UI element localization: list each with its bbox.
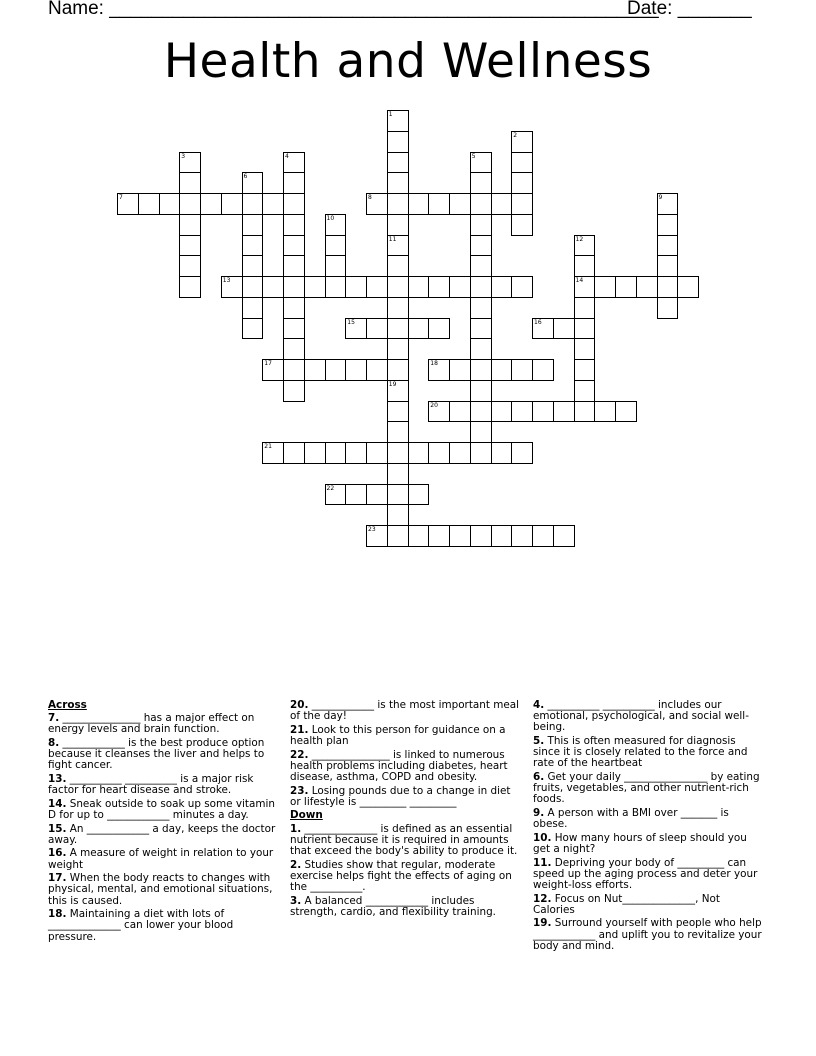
clue-text: __________ __________ includes our emotional, psychological, and social well-being. bbox=[533, 699, 749, 734]
clue-number: 4. bbox=[533, 699, 545, 711]
grid-cell[interactable] bbox=[366, 276, 388, 298]
grid-cell[interactable] bbox=[428, 276, 450, 298]
grid-cell[interactable] bbox=[615, 401, 637, 423]
grid-cell[interactable] bbox=[470, 276, 492, 298]
grid-cell[interactable] bbox=[325, 235, 347, 257]
clue-number: 11. bbox=[533, 856, 552, 869]
clue-text: An ____________ a day, keeps the doctor away. bbox=[48, 822, 276, 846]
clue-number: 18. bbox=[48, 908, 67, 921]
page-title: Health and Wellness bbox=[163, 34, 653, 89]
clue-item bbox=[48, 774, 280, 796]
grid-cell[interactable] bbox=[574, 380, 596, 402]
clue-text: ____________ is the most important meal of the day! bbox=[290, 699, 520, 723]
grid-cell[interactable] bbox=[366, 193, 388, 215]
grid-cell[interactable] bbox=[387, 131, 409, 153]
grid-cell[interactable] bbox=[449, 193, 471, 215]
grid-cell[interactable] bbox=[449, 401, 471, 423]
clue-number: 11 bbox=[388, 235, 397, 243]
clue-item bbox=[290, 860, 522, 894]
clue-number: 20 bbox=[430, 401, 438, 409]
clue-number: 23. bbox=[290, 784, 309, 797]
grid-cell[interactable] bbox=[511, 193, 533, 215]
grid-cell[interactable] bbox=[387, 442, 409, 464]
grid-cell[interactable] bbox=[242, 318, 264, 340]
clue-number: 4 bbox=[285, 152, 289, 160]
grid-cell[interactable] bbox=[366, 359, 388, 381]
grid-cell[interactable] bbox=[283, 359, 305, 381]
clue-item bbox=[48, 799, 280, 821]
grid-cell[interactable] bbox=[366, 525, 388, 547]
grid-cell[interactable] bbox=[387, 525, 409, 547]
grid-cell[interactable] bbox=[574, 276, 596, 298]
grid-cell[interactable] bbox=[470, 421, 492, 443]
grid-cell[interactable] bbox=[553, 401, 575, 423]
date-field[interactable]: Date: _______ bbox=[627, 0, 752, 19]
clue-number: 8 bbox=[368, 194, 372, 201]
grid-cell[interactable] bbox=[325, 214, 347, 236]
grid-cell[interactable] bbox=[408, 318, 430, 340]
grid-cell[interactable] bbox=[574, 297, 596, 319]
clue-item bbox=[290, 725, 522, 747]
grid-cell[interactable] bbox=[283, 442, 305, 464]
grid-cell[interactable] bbox=[428, 401, 450, 423]
grid-cell[interactable] bbox=[532, 318, 554, 340]
grid-cell[interactable] bbox=[574, 401, 596, 423]
clue-item bbox=[533, 833, 765, 855]
clue-item bbox=[290, 700, 522, 722]
grid-cell[interactable] bbox=[304, 442, 326, 464]
grid-cell[interactable] bbox=[408, 525, 430, 547]
grid-cell[interactable] bbox=[325, 442, 347, 464]
grid-cell[interactable] bbox=[491, 193, 513, 215]
clue-item bbox=[48, 909, 280, 943]
clue-number: 5 bbox=[471, 152, 476, 160]
grid-cell[interactable] bbox=[428, 193, 450, 215]
clue-number: 3 bbox=[181, 152, 186, 160]
grid-cell[interactable] bbox=[449, 359, 471, 381]
grid-cell[interactable] bbox=[117, 193, 139, 215]
clue-text: When the body reacts to changes with physical, mental, and emotional situations, this is caused. bbox=[48, 872, 273, 907]
grid-cell[interactable] bbox=[491, 359, 513, 381]
grid-cell[interactable] bbox=[511, 442, 533, 464]
grid-cell[interactable] bbox=[325, 255, 347, 277]
grid-cell[interactable] bbox=[657, 297, 679, 319]
grid-cell[interactable] bbox=[387, 463, 409, 485]
grid-cell[interactable] bbox=[470, 152, 492, 174]
grid-cell[interactable] bbox=[574, 318, 596, 340]
grid-cell[interactable] bbox=[387, 338, 409, 360]
clue-text: Losing pounds due to a change in diet or lifestyle is _________ _________ bbox=[290, 784, 511, 808]
grid-cell[interactable] bbox=[325, 484, 347, 506]
clue-number: 9 bbox=[658, 194, 663, 201]
clue-number: 21. bbox=[290, 723, 309, 736]
clue-number: 12. bbox=[533, 892, 552, 905]
across-heading: Across bbox=[48, 699, 87, 711]
grid-cell[interactable] bbox=[366, 318, 388, 340]
clue-number: 12 bbox=[575, 235, 584, 243]
grid-cell[interactable] bbox=[470, 442, 492, 464]
grid-cell[interactable] bbox=[242, 235, 264, 257]
clue-number: 19 bbox=[388, 380, 397, 388]
clue-number: 23 bbox=[368, 526, 376, 533]
grid-cell[interactable] bbox=[387, 484, 409, 506]
grid-cell[interactable] bbox=[574, 255, 596, 277]
grid-cell[interactable] bbox=[283, 214, 305, 236]
clue-text: How many hours of sleep should you get a night? bbox=[533, 831, 747, 855]
grid-cell[interactable] bbox=[408, 276, 430, 298]
grid-cell[interactable] bbox=[594, 276, 616, 298]
clue-number: 17. bbox=[48, 872, 67, 885]
grid-cell[interactable] bbox=[594, 401, 616, 423]
grid-cell[interactable] bbox=[283, 318, 305, 340]
grid-cell[interactable] bbox=[574, 235, 596, 257]
grid-cell[interactable] bbox=[262, 276, 284, 298]
clue-text: _______________ has a major effect on energy levels and brain function. bbox=[48, 712, 255, 736]
grid-cell[interactable] bbox=[636, 276, 658, 298]
grid-cell[interactable] bbox=[387, 152, 409, 174]
grid-cell[interactable] bbox=[283, 235, 305, 257]
grid-cell[interactable] bbox=[345, 359, 367, 381]
grid-cell[interactable] bbox=[242, 255, 264, 277]
clue-number: 14 bbox=[575, 277, 584, 284]
grid-cell[interactable] bbox=[262, 359, 284, 381]
grid-cell[interactable] bbox=[387, 110, 409, 132]
grid-cell[interactable] bbox=[532, 525, 554, 547]
clue-number: 21 bbox=[264, 443, 272, 450]
grid-cell[interactable] bbox=[470, 172, 492, 194]
clue-number: 22. bbox=[290, 748, 309, 761]
grid-cell[interactable] bbox=[283, 297, 305, 319]
grid-cell[interactable] bbox=[470, 214, 492, 236]
grid-cell[interactable] bbox=[242, 297, 264, 319]
grid-cell[interactable] bbox=[470, 235, 492, 257]
grid-cell[interactable] bbox=[657, 255, 679, 277]
clue-item bbox=[533, 772, 765, 806]
clue-item bbox=[290, 896, 522, 918]
clue-text: Studies show that regular, moderate exercise helps fight the effects of aging on the __________. bbox=[290, 858, 512, 893]
clue-number: 13 bbox=[222, 277, 231, 284]
clue-text: Maintaining a diet with lots of ______________ can lower your blood pressure. bbox=[48, 908, 234, 943]
clue-number: 10. bbox=[533, 831, 552, 844]
grid-cell[interactable] bbox=[387, 255, 409, 277]
clue-number: 13. bbox=[48, 773, 67, 785]
clue-number: 1 bbox=[388, 111, 393, 118]
clue-item bbox=[533, 858, 765, 892]
grid-cell[interactable] bbox=[449, 525, 471, 547]
clue-text: This is often measured for diagnosis since it is closely related to the force and rate of the heartbeat bbox=[533, 735, 748, 770]
grid-cell[interactable] bbox=[159, 193, 181, 215]
clue-item bbox=[533, 736, 765, 770]
clue-number: 7 bbox=[119, 194, 123, 201]
grid-cell[interactable] bbox=[179, 152, 201, 174]
grid-cell[interactable] bbox=[408, 484, 430, 506]
grid-cell[interactable] bbox=[428, 318, 450, 340]
grid-cell[interactable] bbox=[553, 525, 575, 547]
clue-number: 3. bbox=[290, 894, 302, 907]
clue-number: 19. bbox=[533, 917, 552, 930]
grid-cell[interactable] bbox=[366, 442, 388, 464]
grid-cell[interactable] bbox=[657, 193, 679, 215]
grid-cell[interactable] bbox=[387, 193, 409, 215]
grid-cell[interactable] bbox=[304, 276, 326, 298]
clue-text: Get your daily ________________ by eating fruits, vegetables, and other nutrient-rich foods. bbox=[533, 771, 760, 806]
grid-cell[interactable] bbox=[179, 172, 201, 194]
grid-cell[interactable] bbox=[574, 338, 596, 360]
grid-cell[interactable] bbox=[470, 359, 492, 381]
grid-cell[interactable] bbox=[387, 359, 409, 381]
grid-cell[interactable] bbox=[387, 421, 409, 443]
clue-text: ______________ is defined as an essential nutrient because it is required in amounts that exceed the body's ability to produce it. bbox=[290, 822, 518, 857]
clue-text: A person with a BMI over _______ is obese. bbox=[533, 807, 729, 831]
clue-text: ____________ is the best produce option because it cleanses the liver and helps to fight cancer. bbox=[48, 737, 265, 772]
down-heading: Down bbox=[290, 809, 323, 822]
clue-number: 15 bbox=[347, 318, 355, 326]
grid-cell[interactable] bbox=[242, 276, 264, 298]
name-field[interactable]: Name: ____________________________________________________ bbox=[48, 0, 659, 19]
clues-column-2 bbox=[290, 700, 522, 920]
grid-cell[interactable] bbox=[179, 193, 201, 215]
grid-cell[interactable] bbox=[387, 172, 409, 194]
clue-number: 8. bbox=[48, 737, 60, 749]
clue-item bbox=[290, 824, 522, 858]
grid-cell[interactable] bbox=[283, 255, 305, 277]
grid-cell[interactable] bbox=[511, 152, 533, 174]
grid-cell[interactable] bbox=[428, 359, 450, 381]
clue-text: __________ __________ is a major risk factor for heart disease and stroke. bbox=[48, 773, 254, 797]
grid-cell[interactable] bbox=[387, 235, 409, 257]
clue-text: Surround yourself with people who help ____________ and uplift you to revitalize your body and mind. bbox=[533, 917, 762, 952]
clue-number: 5. bbox=[533, 735, 545, 747]
grid-cell[interactable] bbox=[470, 255, 492, 277]
grid-cell[interactable] bbox=[283, 338, 305, 360]
grid-cell[interactable] bbox=[511, 131, 533, 153]
grid-cell[interactable] bbox=[511, 172, 533, 194]
grid-cell[interactable] bbox=[283, 276, 305, 298]
clue-number: 16 bbox=[534, 318, 542, 326]
grid-cell[interactable] bbox=[387, 276, 409, 298]
grid-cell[interactable] bbox=[345, 442, 367, 464]
grid-cell[interactable] bbox=[200, 193, 222, 215]
grid-cell[interactable] bbox=[283, 152, 305, 174]
grid-cell[interactable] bbox=[408, 442, 430, 464]
grid-cell[interactable] bbox=[345, 276, 367, 298]
grid-cell[interactable] bbox=[511, 276, 533, 298]
grid-cell[interactable] bbox=[262, 193, 284, 215]
grid-cell[interactable] bbox=[262, 442, 284, 464]
grid-cell[interactable] bbox=[449, 276, 471, 298]
clue-number: 1. bbox=[290, 822, 302, 835]
grid-cell[interactable] bbox=[242, 172, 264, 194]
grid-cell[interactable] bbox=[325, 359, 347, 381]
grid-cell[interactable] bbox=[470, 401, 492, 423]
clue-number: 18 bbox=[430, 360, 438, 367]
grid-cell[interactable] bbox=[428, 442, 450, 464]
clues-column-3 bbox=[533, 700, 765, 954]
grid-cell[interactable] bbox=[491, 276, 513, 298]
clue-number: 15. bbox=[48, 822, 67, 835]
clue-number: 20. bbox=[290, 699, 309, 711]
clue-text: Focus on Nut______________, Not Calories bbox=[533, 892, 720, 916]
grid-cell[interactable] bbox=[387, 214, 409, 236]
grid-cell[interactable] bbox=[179, 276, 201, 298]
clue-item bbox=[48, 873, 280, 907]
grid-cell[interactable] bbox=[491, 401, 513, 423]
grid-cell[interactable] bbox=[470, 318, 492, 340]
clue-number: 6 bbox=[243, 173, 248, 181]
clue-number: 17 bbox=[264, 360, 272, 367]
grid-cell[interactable] bbox=[366, 484, 388, 506]
clue-number: 9. bbox=[533, 807, 545, 819]
grid-cell[interactable] bbox=[179, 235, 201, 257]
grid-cell[interactable] bbox=[615, 276, 637, 298]
clue-number: 7. bbox=[48, 712, 60, 725]
clue-item bbox=[533, 700, 765, 734]
clue-number: 2. bbox=[290, 858, 302, 871]
clue-item bbox=[48, 848, 280, 870]
grid-cell[interactable] bbox=[470, 297, 492, 319]
grid-cell[interactable] bbox=[470, 380, 492, 402]
clue-text: A measure of weight in relation to your weight bbox=[48, 847, 274, 871]
grid-cell[interactable] bbox=[470, 193, 492, 215]
grid-cell[interactable] bbox=[345, 484, 367, 506]
grid-cell[interactable] bbox=[657, 235, 679, 257]
grid-cell[interactable] bbox=[179, 214, 201, 236]
clue-item bbox=[290, 750, 522, 784]
grid-cell[interactable] bbox=[387, 297, 409, 319]
grid-cell[interactable] bbox=[470, 338, 492, 360]
grid-cell[interactable] bbox=[511, 359, 533, 381]
clue-number: 6. bbox=[533, 771, 545, 783]
clue-item bbox=[533, 894, 765, 916]
grid-cell[interactable] bbox=[532, 401, 554, 423]
clue-text: Depriving your body of _________ can speed up the aging process and deter your weight-loss efforts. bbox=[533, 856, 758, 891]
grid-cell[interactable] bbox=[532, 359, 554, 381]
clue-number: 16. bbox=[48, 847, 67, 860]
grid-cell[interactable] bbox=[491, 442, 513, 464]
clue-text: _______________ is linked to numerous health problems including diabetes, heart disease, asthma, COPD and obesity. bbox=[290, 748, 508, 783]
grid-cell[interactable] bbox=[283, 193, 305, 215]
grid-cell[interactable] bbox=[511, 401, 533, 423]
grid-cell[interactable] bbox=[387, 504, 409, 526]
grid-cell[interactable] bbox=[325, 276, 347, 298]
clue-number: 14. bbox=[48, 797, 67, 810]
clue-item bbox=[48, 824, 280, 846]
clue-item bbox=[533, 808, 765, 830]
grid-cell[interactable] bbox=[387, 318, 409, 340]
grid-cell[interactable] bbox=[657, 276, 679, 298]
clue-text: A balanced ____________ includes strength, cardio, and flexibility training. bbox=[290, 894, 496, 918]
grid-cell[interactable] bbox=[304, 359, 326, 381]
grid-cell[interactable] bbox=[553, 318, 575, 340]
clue-number: 10 bbox=[326, 214, 335, 222]
grid-cell[interactable] bbox=[283, 380, 305, 402]
grid-cell[interactable] bbox=[408, 193, 430, 215]
grid-cell[interactable] bbox=[387, 380, 409, 402]
grid-cell[interactable] bbox=[221, 276, 243, 298]
grid-cell[interactable] bbox=[470, 525, 492, 547]
clue-text: Sneak outside to soak up some vitamin D for up to ____________ minutes a day. bbox=[48, 797, 275, 821]
clues-column-1 bbox=[48, 700, 280, 945]
clue-item bbox=[533, 918, 765, 952]
grid-cell[interactable] bbox=[221, 193, 243, 215]
grid-cell[interactable] bbox=[138, 193, 160, 215]
grid-cell[interactable] bbox=[511, 525, 533, 547]
grid-cell[interactable] bbox=[657, 214, 679, 236]
grid-cell[interactable] bbox=[677, 276, 699, 298]
grid-cell[interactable] bbox=[283, 172, 305, 194]
grid-cell[interactable] bbox=[242, 214, 264, 236]
grid-cell[interactable] bbox=[449, 442, 471, 464]
clue-item bbox=[290, 786, 522, 808]
grid-cell[interactable] bbox=[511, 214, 533, 236]
grid-cell[interactable] bbox=[491, 525, 513, 547]
clue-text: Look to this person for guidance on a health plan bbox=[290, 723, 506, 747]
grid-cell[interactable] bbox=[179, 255, 201, 277]
clue-item bbox=[48, 738, 280, 772]
grid-cell[interactable] bbox=[345, 318, 367, 340]
grid-cell[interactable] bbox=[387, 401, 409, 423]
clue-number: 2 bbox=[513, 131, 518, 139]
clue-item bbox=[48, 713, 280, 735]
grid-cell[interactable] bbox=[428, 525, 450, 547]
grid-cell[interactable] bbox=[242, 193, 264, 215]
clue-number: 22 bbox=[326, 484, 335, 492]
grid-cell[interactable] bbox=[574, 359, 596, 381]
